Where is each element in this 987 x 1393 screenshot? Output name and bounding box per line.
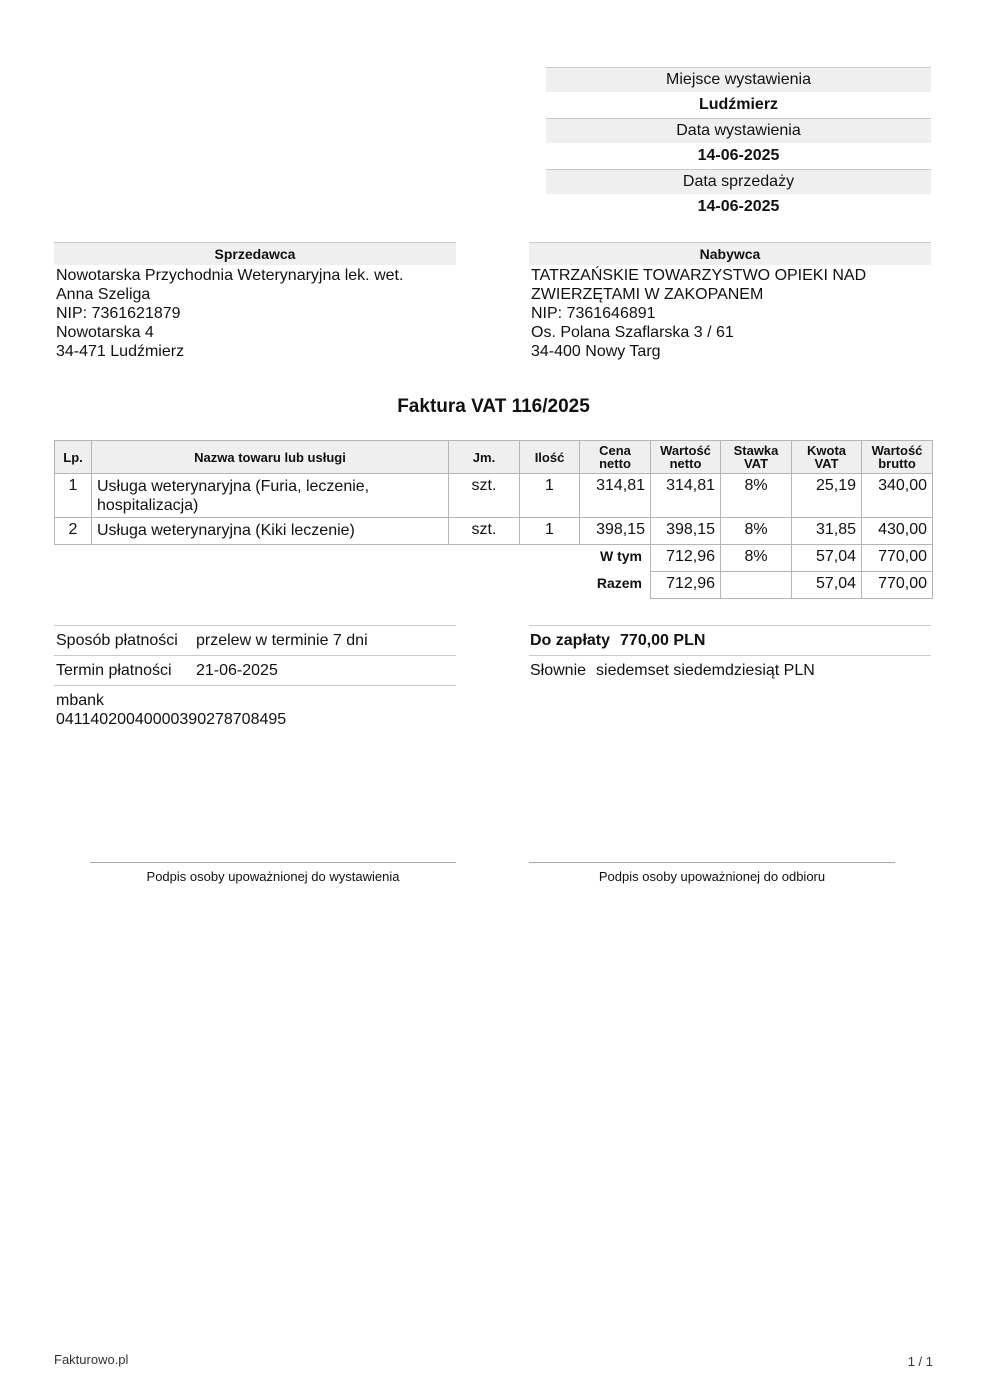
table-row xyxy=(55,518,933,545)
footer-page-number: 1 / 1 xyxy=(907,1354,933,1369)
items-table xyxy=(54,440,933,599)
buyer-line: TATRZAŃSKIE TOWARZYSTWO OPIEKI NAD xyxy=(531,267,867,284)
col-unit-header: Jm. xyxy=(449,441,520,474)
row-rate: 8% xyxy=(721,518,792,545)
summary-razem-gross: 770,00 xyxy=(862,572,933,599)
payment-due-value: 21-06-2025 xyxy=(196,662,278,679)
payment-due-label: Termin płatności xyxy=(56,662,172,679)
payment-method-label: Sposób płatności xyxy=(56,632,178,649)
seller-header: Sprzedawca xyxy=(54,242,456,265)
col-vat-header: Kwota VAT xyxy=(792,441,862,474)
amount-due-label: Do zapłaty xyxy=(530,632,611,649)
table-header-row xyxy=(55,441,933,474)
row-name: Usługa weterynaryjna (Furia, leczenie, hospitalizacja) xyxy=(92,474,449,518)
seller-line: 34-471 Ludźmierz xyxy=(56,343,185,360)
col-price-header: Cena netto xyxy=(580,441,651,474)
summary-razem-vat: 57,04 xyxy=(792,572,862,599)
row-price: 398,15 xyxy=(580,518,651,545)
summary-wtym-row xyxy=(55,545,933,572)
buyer-header: Nabywca xyxy=(529,242,931,265)
row-gross: 340,00 xyxy=(862,474,933,518)
buyer-line: ZWIERZĘTAMI W ZAKOPANEM xyxy=(531,286,764,303)
issue-place-label: Miejsce wystawienia xyxy=(546,67,931,92)
sale-date-value: 14-06-2025 xyxy=(697,198,780,215)
payment-method-value: przelew w terminie 7 dni xyxy=(196,632,368,649)
col-qty-header: Ilość xyxy=(520,441,580,474)
buyer-block xyxy=(529,242,931,361)
summary-razem-net: 712,96 xyxy=(651,572,721,599)
amount-words-label: Słownie xyxy=(530,662,587,679)
signature-issuer: Podpis osoby upoważnionej do wystawienia xyxy=(90,862,456,884)
row-qty: 1 xyxy=(520,474,580,518)
summary-razem-rate xyxy=(721,572,792,599)
summary-wtym-net: 712,96 xyxy=(651,545,721,572)
bank-account-block xyxy=(54,685,456,729)
buyer-line: 34-400 Nowy Targ xyxy=(531,343,661,360)
signature-receiver: Podpis osoby upoważnionej do odbioru xyxy=(529,862,895,884)
issue-info-block xyxy=(546,67,931,220)
row-net: 314,81 xyxy=(651,474,721,518)
table-row xyxy=(55,474,933,518)
summary-wtym-gross: 770,00 xyxy=(862,545,933,572)
row-rate: 8% xyxy=(721,474,792,518)
col-net-header: Wartość netto xyxy=(651,441,721,474)
invoice-title: Faktura VAT 116/2025 xyxy=(397,396,590,417)
summary-wtym-label: W tym xyxy=(600,548,642,564)
issue-date-value: 14-06-2025 xyxy=(697,147,780,164)
col-lp-header: Lp. xyxy=(55,441,92,474)
row-qty: 1 xyxy=(520,518,580,545)
footer-brand: Fakturowo.pl xyxy=(54,1352,129,1367)
seller-block xyxy=(54,242,456,361)
issue-date-label: Data wystawienia xyxy=(546,118,931,143)
row-unit: szt. xyxy=(449,518,520,545)
seller-nip: NIP: 7361621879 xyxy=(56,305,181,322)
summary-razem-row xyxy=(55,572,933,599)
payment-due-row xyxy=(54,655,456,684)
bank-name: mbank xyxy=(56,692,105,709)
col-name-header: Nazwa towaru lub usługi xyxy=(92,441,449,474)
bank-account-number: 04114020040000390278708495 xyxy=(56,711,287,728)
col-gross-header: Wartość brutto xyxy=(862,441,933,474)
buyer-line: Os. Polana Szaflarska 3 / 61 xyxy=(531,324,734,341)
payment-method-row xyxy=(54,625,456,654)
row-gross: 430,00 xyxy=(862,518,933,545)
row-lp: 1 xyxy=(55,474,92,518)
row-price: 314,81 xyxy=(580,474,651,518)
seller-line: Nowotarska Przychodnia Weterynaryjna lek. wet. xyxy=(56,267,404,284)
row-net: 398,15 xyxy=(651,518,721,545)
summary-razem-label: Razem xyxy=(596,574,642,591)
col-rate-header: Stawka VAT xyxy=(721,441,792,474)
row-name: Usługa weterynaryjna (Kiki leczenie) xyxy=(92,518,449,545)
amount-due-value: 770,00 PLN xyxy=(620,632,706,649)
row-lp: 2 xyxy=(55,518,92,545)
row-unit: szt. xyxy=(449,474,520,518)
buyer-nip: NIP: 7361646891 xyxy=(531,305,656,322)
row-vat: 31,85 xyxy=(792,518,862,545)
issue-place-value: Ludźmierz xyxy=(698,96,779,113)
seller-line: Nowotarska 4 xyxy=(56,324,154,341)
seller-line: Anna Szeliga xyxy=(56,286,151,303)
amount-words-row xyxy=(529,655,931,684)
sale-date-label: Data sprzedaży xyxy=(546,169,931,194)
amount-words-value: siedemset siedemdziesiąt PLN xyxy=(596,662,815,679)
summary-wtym-rate: 8% xyxy=(721,545,792,572)
summary-wtym-vat: 57,04 xyxy=(792,545,862,572)
row-vat: 25,19 xyxy=(792,474,862,518)
amount-due-row xyxy=(529,625,931,654)
